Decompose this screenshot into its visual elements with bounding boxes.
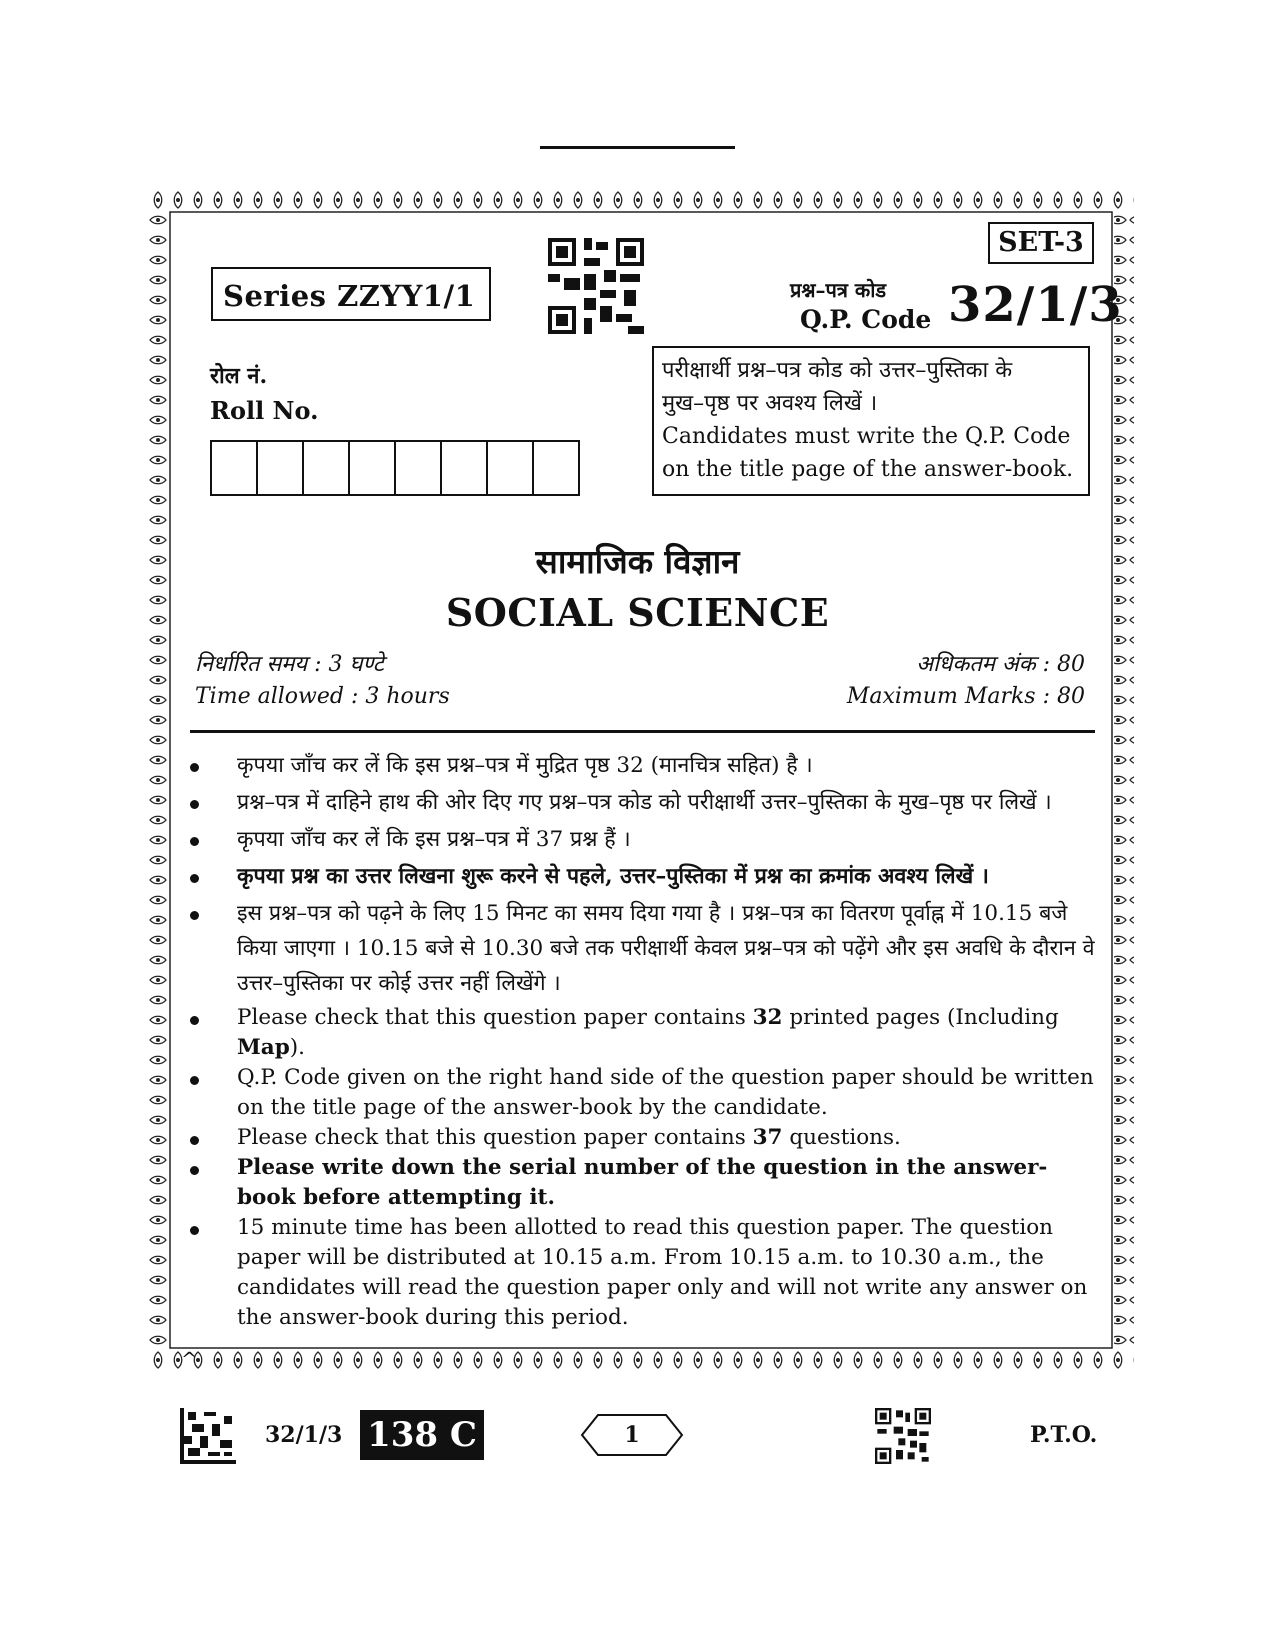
instruction-emphasis: 37 [752, 1125, 783, 1150]
instruction-text: questions. [782, 1125, 901, 1150]
notice-english-line: on the title page of the answer-book. [662, 457, 1074, 482]
notice-english-line: Candidates must write the Q.P. Code [662, 424, 1071, 449]
instruction-item: कृपया जाँच कर लें कि इस प्रश्न–पत्र में मुद्रित पृष्ठ 32 (मानचित्र सहित) है । [190, 748, 1100, 783]
qp-code-notice [652, 346, 1090, 496]
instruction-item: इस प्रश्न–पत्र को पढ़ने के लिए 15 मिनट का समय दिया गया है । प्रश्न–पत्र का वितरण पूर्वाह्न में 10.15 बजे किया जाएगा । 10.15 बजे से 10.30 बजे तक परीक्षार्थी केवल प्रश्न–पत्र को पढ़ेंगे और इस अवधि के दौरान वे उत्तर–पुस्तिका पर कोई उत्तर नहीं लिखेंगे । [190, 896, 1100, 1001]
roll-number-digit[interactable] [442, 442, 488, 494]
instruction-text: printed pages (Including [782, 1005, 1059, 1030]
instruction-text: Please check that this question paper contains [237, 1005, 753, 1030]
instruction-item: 15 minute time has been allotted to read this question paper. The question paper will be distributed at 10.15 a.m. From 10.15 a.m. to 10.30 a.m., the candidates will read the question paper only and will not write any answer on the answer-book during this period. [190, 1213, 1100, 1333]
subject-title: SOCIAL SCIENCE [445, 590, 830, 635]
roll-number-digit[interactable] [258, 442, 304, 494]
instructions-list [190, 748, 1100, 1333]
qp-code-value: 32/1/3 [948, 277, 1123, 333]
roll-number-digit[interactable] [534, 442, 580, 494]
qr-code-icon [548, 238, 644, 334]
instruction-item [190, 1003, 1100, 1063]
roll-number-digit[interactable] [350, 442, 396, 494]
footer-qp-code: 32/1/3 [265, 1422, 343, 1448]
instruction-emphasis: Map [237, 1035, 290, 1060]
please-turn-over: P.T.O. [1030, 1422, 1098, 1448]
roll-number-digit[interactable] [212, 442, 258, 494]
top-rule [540, 146, 735, 149]
notice-hindi-line: मुख–पृष्ठ पर अवश्य लिखें । [662, 391, 878, 416]
instruction-item: Q.P. Code given on the right hand side of the question paper should be written on the title page of the answer-book by the candidate. [190, 1063, 1100, 1123]
time-allowed: Time allowed : 3 hours [195, 684, 450, 709]
instruction-emphasis: 32 [752, 1005, 783, 1030]
qp-code-label: Q.P. Code [800, 305, 932, 334]
set-label: SET-3 [988, 222, 1094, 264]
roll-number-digit[interactable] [304, 442, 350, 494]
subject-title-hindi: सामाजिक विज्ञान [535, 542, 740, 581]
instruction-item: Please write down the serial number of the question in the answer-book before attempting it. [190, 1153, 1100, 1213]
time-allowed-hindi: निर्धारित समय : 3 घण्टे [195, 652, 384, 677]
instruction-text: ). [289, 1035, 305, 1060]
instruction-item: कृपया जाँच कर लें कि इस प्रश्न–पत्र में 37 प्रश्न हैं । [190, 822, 1100, 857]
instruction-item: प्रश्न–पत्र में दाहिने हाथ की ओर दिए गए प्रश्न–पत्र कोड को परीक्षार्थी उत्तर–पुस्तिका के मुख–पृष्ठ पर लिखें । [190, 785, 1100, 820]
header-divider [190, 730, 1095, 733]
qp-code-hindi-label: प्रश्न–पत्र कोड [790, 278, 887, 302]
footer-badge: 138 C [360, 1410, 484, 1460]
instruction-item [190, 1123, 1100, 1153]
qr-code-icon [875, 1408, 931, 1464]
roll-number-digit[interactable] [396, 442, 442, 494]
notice-hindi-line: परीक्षार्थी प्रश्न–पत्र कोड को उत्तर–पुस्तिका के [662, 358, 1013, 383]
roll-number-label: Roll No. [210, 396, 319, 425]
instruction-item: कृपया प्रश्न का उत्तर लिखना शुरू करने से पहले, उत्तर–पुस्तिका में प्रश्न का क्रमांक अवश्य लिखें । [190, 859, 1100, 894]
roll-number-boxes[interactable] [210, 440, 580, 496]
caret-mark: ^ [181, 1347, 198, 1371]
roll-number-hindi-label: रोल नं. [210, 363, 268, 389]
page-number: 1 [624, 1422, 640, 1448]
instruction-text: Please check that this question paper contains [237, 1125, 753, 1150]
datamatrix-icon [180, 1408, 236, 1464]
maximum-marks-hindi: अधिकतम अंक : 80 [916, 652, 1085, 677]
series-label: Series ZZYY1/1 [211, 267, 491, 321]
roll-number-digit[interactable] [488, 442, 534, 494]
maximum-marks: Maximum Marks : 80 [846, 684, 1085, 709]
